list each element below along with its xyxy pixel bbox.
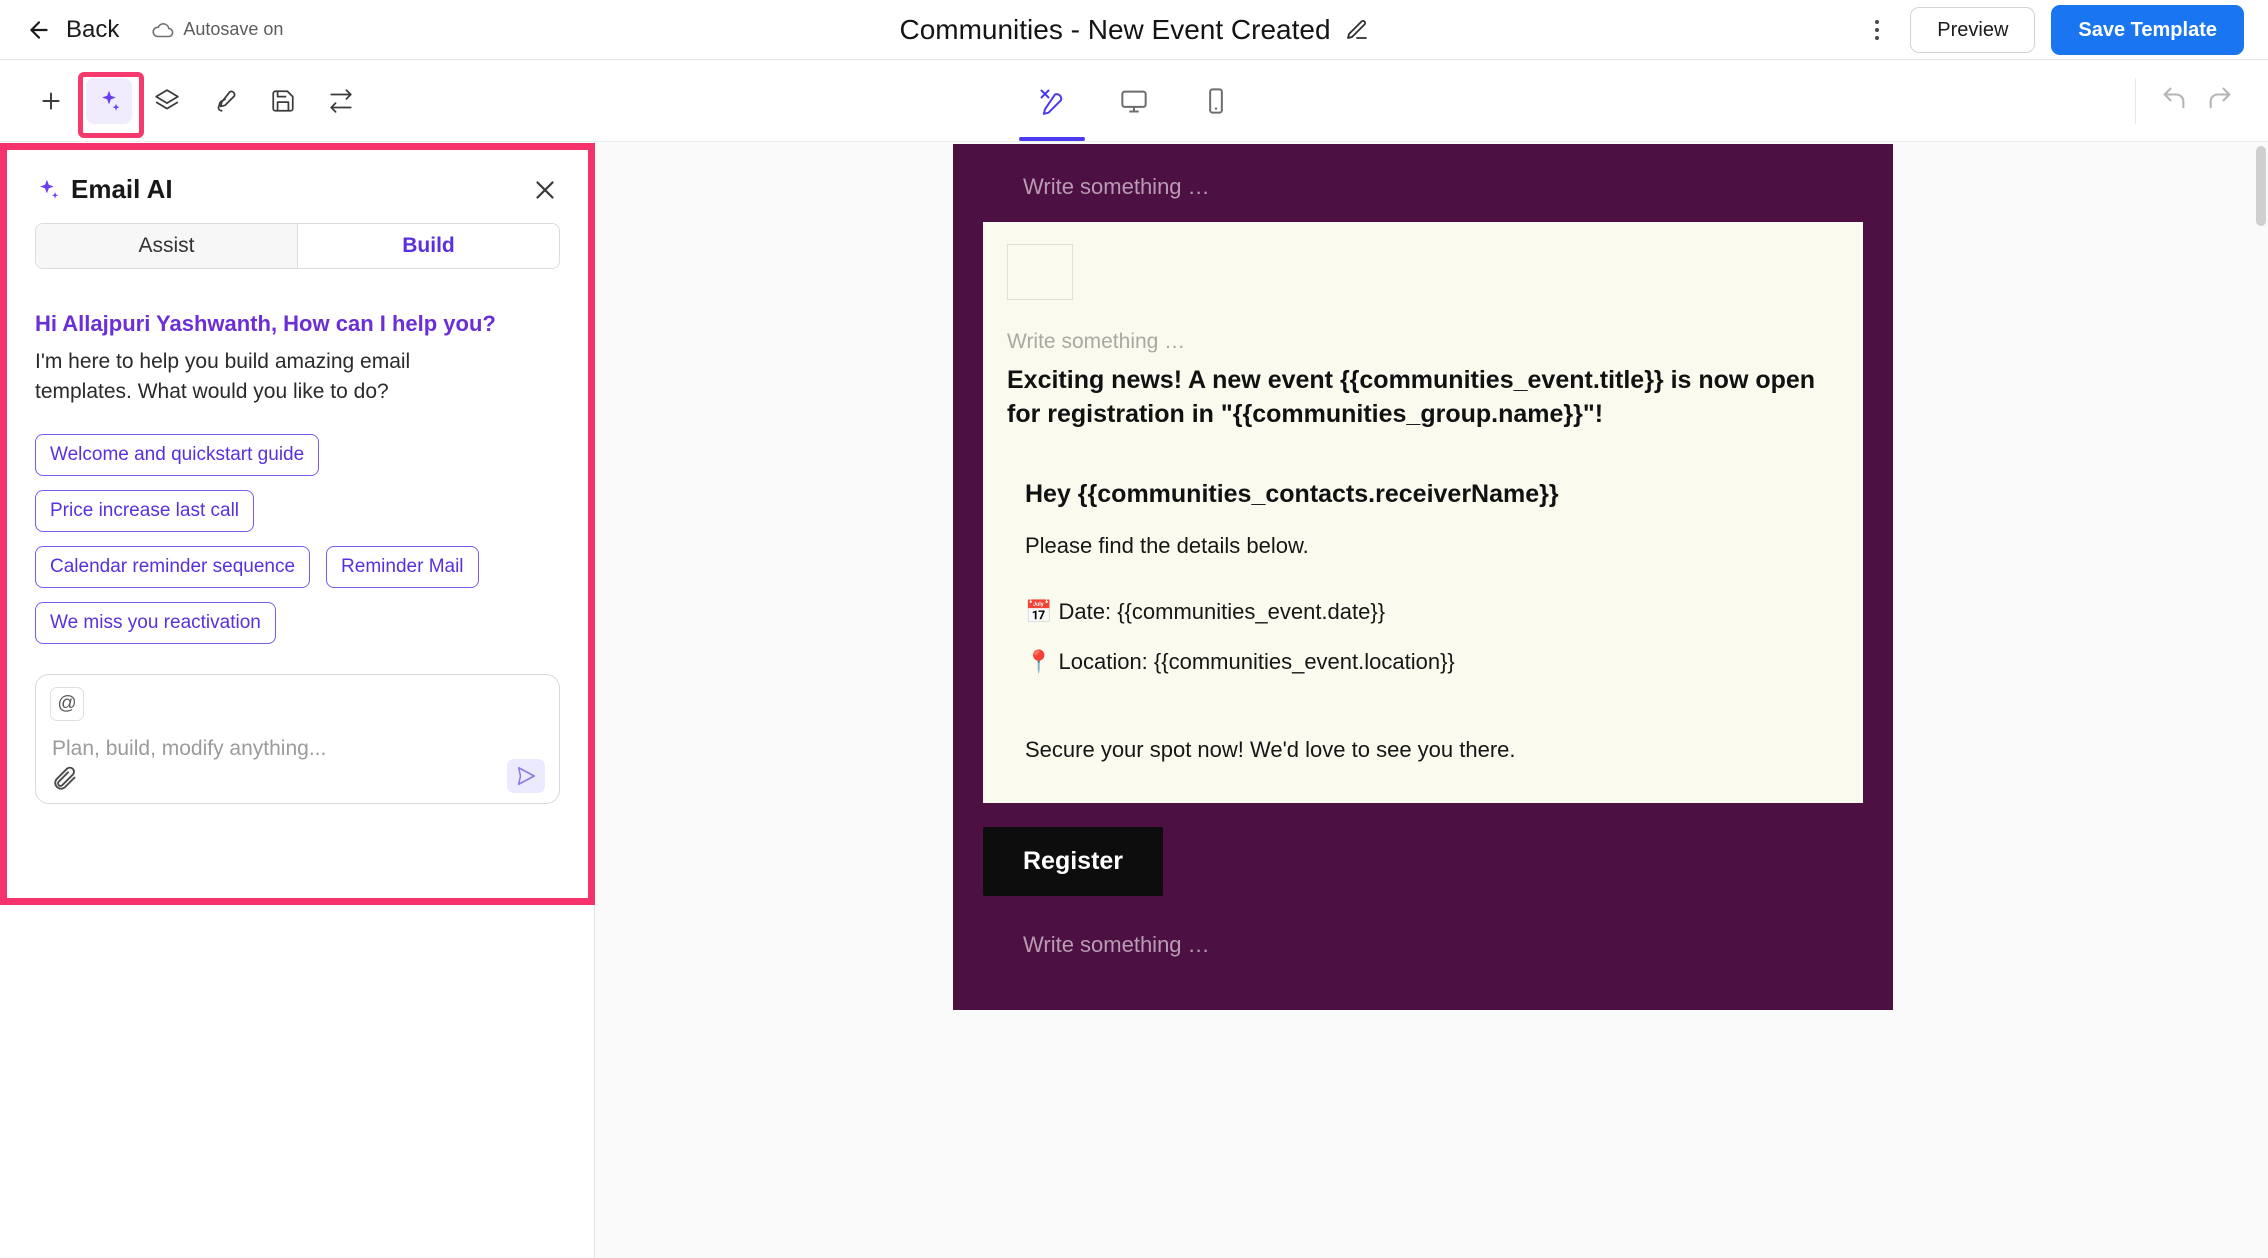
page-title: Communities - New Event Created bbox=[899, 13, 1331, 45]
view-tab-desktop[interactable] bbox=[1093, 60, 1175, 141]
email-ai-panel-highlight bbox=[0, 143, 595, 905]
email-ai-panel bbox=[7, 150, 588, 898]
email-content-card bbox=[983, 222, 1863, 803]
back-label[interactable]: Back bbox=[66, 15, 120, 43]
ai-mode-tabs bbox=[35, 223, 560, 269]
top-bar-right bbox=[1860, 5, 2268, 55]
ai-prompt-input-placeholder[interactable]: Plan, build, modify anything... bbox=[52, 736, 327, 760]
redo-icon[interactable] bbox=[2206, 84, 2234, 117]
autosave-status bbox=[151, 19, 283, 40]
email-canvas bbox=[595, 142, 2268, 1258]
left-panel-column bbox=[0, 142, 595, 1258]
preview-button[interactable]: Preview bbox=[1910, 7, 2035, 53]
close-icon[interactable] bbox=[530, 175, 560, 205]
tab-build[interactable]: Build bbox=[297, 224, 559, 268]
top-bar-left bbox=[0, 16, 283, 44]
toolbar-tools bbox=[0, 78, 364, 124]
ai-greeting: Hi Allajpuri Yashwanth, How can I help you? bbox=[35, 311, 496, 336]
cloud-icon bbox=[151, 21, 175, 39]
image-placeholder[interactable] bbox=[1007, 244, 1073, 300]
mention-icon[interactable]: @ bbox=[50, 687, 84, 721]
editor-toolbar bbox=[0, 60, 2268, 142]
email-body[interactable] bbox=[953, 144, 1893, 1010]
layers-icon[interactable] bbox=[144, 78, 190, 124]
email-bottom-placeholder[interactable]: Write something … bbox=[1023, 931, 1210, 957]
add-block-icon[interactable] bbox=[28, 78, 74, 124]
sparkle-icon bbox=[35, 177, 61, 203]
ai-composer[interactable] bbox=[35, 674, 560, 804]
email-location-line[interactable]: 📍 Location: {{communities_event.location}} bbox=[1025, 648, 1455, 674]
autosave-label: Autosave on bbox=[183, 19, 284, 39]
canvas-scrollbar[interactable] bbox=[2256, 146, 2266, 226]
email-cta-wrap bbox=[953, 803, 1893, 896]
history-controls bbox=[2135, 78, 2268, 124]
suggestion-chip[interactable]: Reminder Mail bbox=[326, 546, 478, 588]
save-block-icon[interactable] bbox=[260, 78, 306, 124]
email-inner-placeholder[interactable]: Write something … bbox=[1007, 330, 1186, 353]
email-ai-header bbox=[35, 150, 560, 223]
suggestion-chip[interactable]: Calendar reminder sequence bbox=[35, 546, 310, 588]
swap-icon[interactable] bbox=[318, 78, 364, 124]
email-salutation[interactable]: Hey {{communities_contacts.receiverName}} bbox=[1025, 479, 1559, 508]
attachment-icon[interactable] bbox=[50, 763, 80, 793]
view-tab-mobile[interactable] bbox=[1175, 60, 1257, 141]
ai-subtext: I'm here to help you build amazing email templates. What would you like to do? bbox=[35, 350, 411, 404]
email-headline[interactable]: Exciting news! A new event {{communities_event.title}} is now open for registration in "{{communities_group.name}}"! bbox=[1007, 366, 1816, 428]
ai-suggestion-chips bbox=[35, 434, 535, 644]
workspace bbox=[0, 142, 2268, 1258]
email-ai-sparkle-icon[interactable] bbox=[86, 78, 132, 124]
save-template-button[interactable]: Save Template bbox=[2051, 5, 2244, 55]
edit-title-icon[interactable] bbox=[1345, 18, 1369, 42]
email-date-line[interactable]: 📅 Date: {{communities_event.date}} bbox=[1025, 598, 1386, 624]
undo-icon[interactable] bbox=[2160, 84, 2188, 117]
email-ai-title: Email AI bbox=[71, 174, 173, 204]
tab-assist[interactable]: Assist bbox=[36, 224, 297, 268]
send-button[interactable] bbox=[507, 759, 545, 793]
suggestion-chip[interactable]: Welcome and quickstart guide bbox=[35, 434, 319, 476]
register-button[interactable]: Register bbox=[983, 827, 1163, 896]
view-tab-design[interactable] bbox=[1011, 60, 1093, 141]
email-paragraph[interactable]: Please find the details below. bbox=[1025, 532, 1309, 558]
suggestion-chip[interactable]: Price increase last call bbox=[35, 490, 254, 532]
back-arrow-icon[interactable] bbox=[26, 17, 52, 43]
email-closing[interactable]: Secure your spot now! We'd love to see you there. bbox=[1025, 736, 1516, 762]
email-top-placeholder[interactable]: Write something … bbox=[1023, 174, 1210, 199]
brush-icon[interactable] bbox=[202, 78, 248, 124]
suggestion-chip[interactable]: We miss you reactivation bbox=[35, 602, 276, 644]
more-options-icon[interactable] bbox=[1860, 13, 1894, 47]
top-bar bbox=[0, 0, 2268, 60]
